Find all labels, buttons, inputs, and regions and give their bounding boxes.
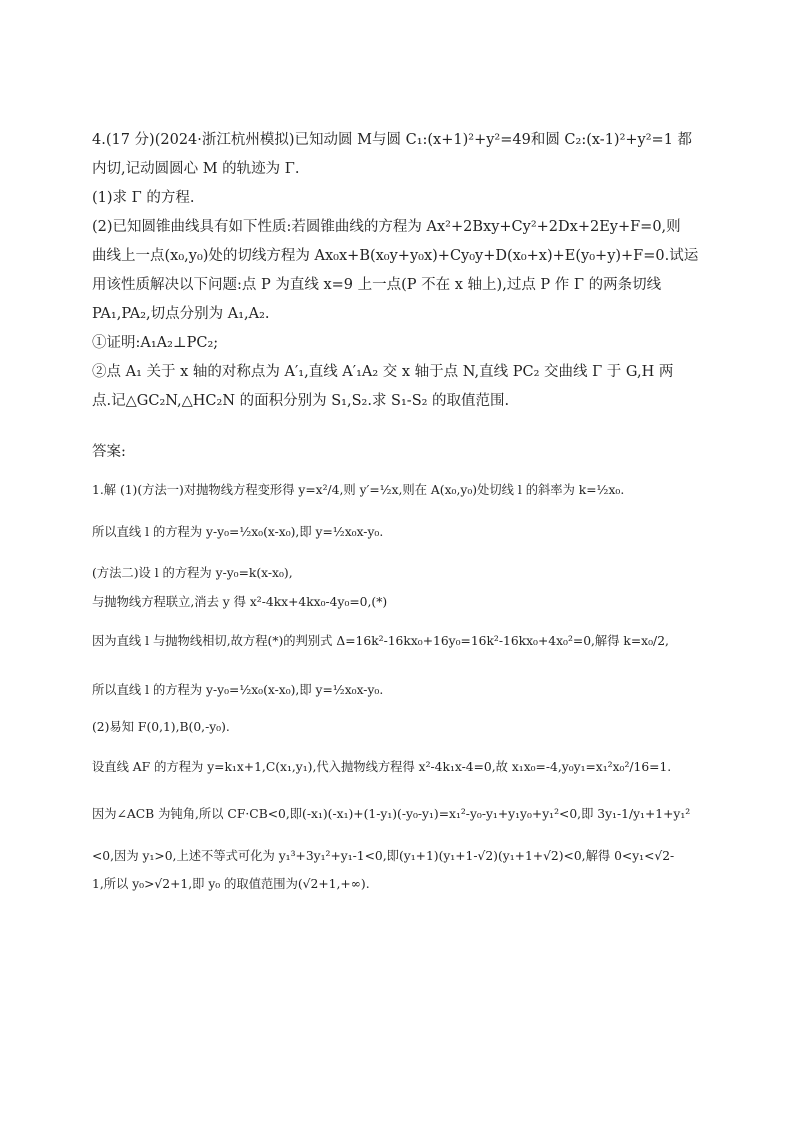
solution-line: (方法二)设 l 的方程为 y-y₀=k(x-x₀), (92, 566, 293, 580)
question-line: 内切,记动圆圆心 M 的轨迹为 Γ. (92, 161, 300, 177)
solution-line: <0,因为 y₁>0,上述不等式可化为 y₁³+3y₁²+y₁-1<0,即(y₁+1)(y₁+1-√2)(y₁+1+√2)<0,解得 0<y₁<√2- (92, 849, 675, 863)
solution-line: 与抛物线方程联立,消去 y 得 x²-4kx+4kx₀-4y₀=0,(*) (92, 595, 388, 609)
solution-line: 因为∠ACB 为钝角,所以 CF·CB<0,即(-x₁)(-x₁)+(1-y₁)(-y₀-y₁)=x₁²-y₀-y₁+y₁y₀+y₁²<0,即 3y₁-1/y₁+1+y₁² (92, 807, 691, 821)
question-line: ②点 A₁ 关于 x 轴的对称点为 A′₁,直线 A′₁A₂ 交 x 轴于点 N,直线 PC₂ 交曲线 Γ 于 G,H 两 (92, 364, 674, 380)
question-line: 点.记△GC₂N,△HC₂N 的面积分别为 S₁,S₂.求 S₁-S₂ 的取值范围. (92, 393, 510, 409)
question-line: (1)求 Γ 的方程. (92, 190, 195, 206)
solution-line: 1,所以 y₀>√2+1,即 y₀ 的取值范围为(√2+1,+∞). (92, 877, 370, 891)
question-line: PA₁,PA₂,切点分别为 A₁,A₂. (92, 306, 270, 322)
solution-line: (2)易知 F(0,1),B(0,-y₀). (92, 720, 230, 734)
solution-line: 1.解 (1)(方法一)对抛物线方程变形得 y=x²/4,则 y′=½x,则在 A(x₀,y₀)处切线 l 的斜率为 k=½x₀. (92, 483, 625, 497)
question-line: (2)已知圆锥曲线具有如下性质:若圆锥曲线的方程为 Ax²+2Bxy+Cy²+2Dx+2Ey+F=0,则 (92, 219, 681, 235)
solution-line: 设直线 AF 的方程为 y=k₁x+1,C(x₁,y₁),代入抛物线方程得 x²-4k₁x-4=0,故 x₁x₀=-4,y₀y₁=x₁²x₀²/16=1. (92, 760, 672, 774)
solution-line: 所以直线 l 的方程为 y-y₀=½x₀(x-x₀),即 y=½x₀x-y₀. (92, 525, 384, 539)
question-block (92, 126, 704, 416)
question-line: 用该性质解决以下问题:点 P 为直线 x=9 上一点(P 不在 x 轴上),过点 P 作 Γ 的两条切线 (92, 277, 662, 293)
question-line: 曲线上一点(x₀,y₀)处的切线方程为 Ax₀x+B(x₀y+y₀x)+Cy₀y+D(x₀+x)+E(y₀+y)+F=0.试运 (92, 248, 699, 264)
question-line: 4.(17 分)(2024·浙江杭州模拟)已知动圆 M与圆 C₁:(x+1)²+y²=49和圆 C₂:(x-1)²+y²=1 都 (92, 132, 693, 148)
solution-line: 所以直线 l 的方程为 y-y₀=½x₀(x-x₀),即 y=½x₀x-y₀. (92, 683, 384, 697)
question-line: ①证明:A₁A₂⊥PC₂; (92, 335, 219, 351)
solution-line: 因为直线 l 与抛物线相切,故方程(*)的判别式 Δ=16k²-16kx₀+16y₀=16k²-16kx₀+4x₀²=0,解得 k=x₀/2, (92, 634, 669, 648)
answer-label: 答案: (92, 444, 126, 460)
